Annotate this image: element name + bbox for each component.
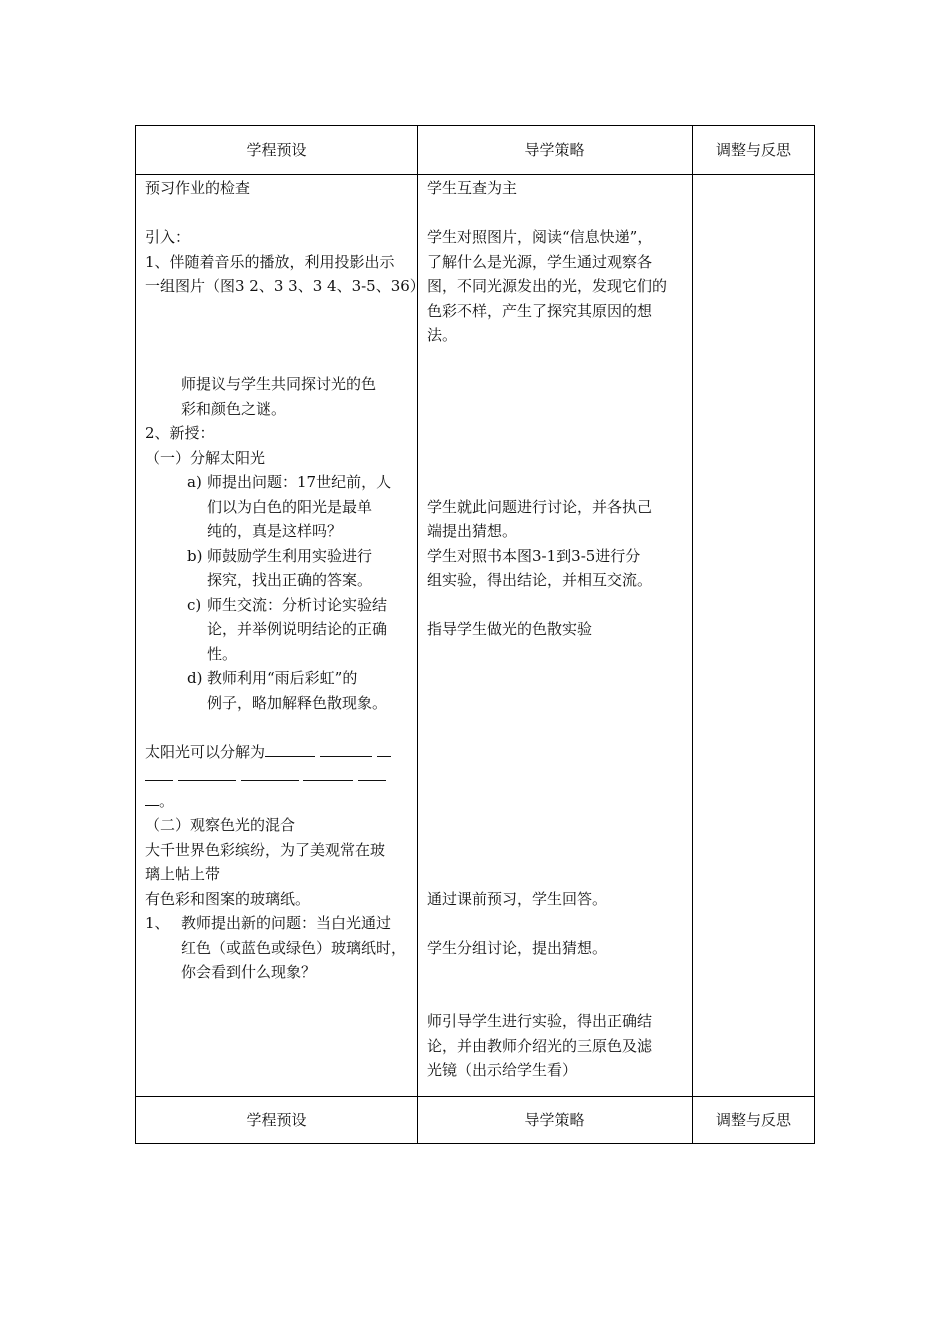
middle-line: 指导学生做光的色散实验 (427, 620, 593, 638)
left-line: 师提议与学生共同探讨光的色 (181, 375, 377, 393)
middle-line: 学生对照图片，阅读“信息快递”， (427, 228, 653, 246)
left-line: 2、新授： (145, 424, 215, 442)
blank-line (303, 764, 353, 781)
list-marker: a) (187, 473, 202, 491)
middle-line: 学生对照书本图3-1到3-5进行分 (427, 546, 641, 565)
list-text: 们以为白色的阳光是最单 (207, 497, 373, 516)
footer-col-3: 调整与反思 (715, 1111, 791, 1129)
left-line: （二）观察色光的混合 (145, 816, 296, 834)
list-item-b (145, 544, 413, 593)
middle-line: 法。 (427, 326, 458, 344)
list-marker: b) (187, 546, 203, 565)
blank-line (377, 740, 391, 757)
list-item-c (145, 593, 413, 667)
blank-line (320, 740, 372, 757)
left-line: 大千世界色彩缤纷，为了美观常在玻 (145, 840, 386, 859)
list-marker: 1、 (145, 914, 170, 932)
left-line: （一）分解太阳光 (145, 448, 266, 467)
footer-col-1: 学程预设 (246, 1111, 307, 1129)
blank-line (178, 764, 236, 781)
header-col-2: 导学策略 (524, 141, 585, 159)
list-text: 师鼓励学生利用实验进行 (207, 546, 373, 565)
middle-line: 组实验，得出结论，并相互交流。 (427, 571, 653, 589)
middle-line: 学生分组讨论，提出猜想。 (427, 938, 608, 957)
header-divider-top (136, 174, 814, 175)
left-line: 璃上帖上带 (145, 865, 221, 883)
list-text: 论，并举例说明结论的正确 (207, 620, 388, 638)
left-line: 一组图片（图3 2、3 3、3 4、3-5、36） (145, 277, 425, 295)
list-text: 师提出问题：17世纪前，人 (207, 473, 392, 491)
middle-line: 学生互查为主 (427, 179, 518, 197)
list-item-d (145, 666, 413, 715)
column-divider-2 (692, 126, 693, 1143)
list-text: 性。 (207, 644, 238, 663)
list-marker: c) (187, 595, 202, 614)
middle-line: 端提出猜想。 (427, 522, 518, 540)
fill-blank-line-1 (145, 740, 413, 765)
blank-line (145, 789, 159, 806)
middle-line: 论，并由教师介绍光的三原色及滤 (427, 1036, 653, 1055)
fill-blank-line-2 (145, 764, 413, 789)
middle-line: 色彩不样，产生了探究其原因的想 (427, 301, 653, 320)
middle-line: 通过课前预习，学生回答。 (427, 889, 608, 908)
list-item-question (145, 911, 413, 985)
middle-line: 光镜（出示给学生看） (427, 1061, 578, 1079)
blank-line (145, 764, 173, 781)
fill-blank-text: 太阳光可以分解为 (145, 742, 266, 761)
middle-line: 学生就此问题进行讨论，并各执己 (427, 497, 653, 516)
fill-blank-end: 。 (159, 791, 175, 810)
list-text: 师生交流：分析讨论实验结 (207, 595, 388, 614)
middle-line: 图，不同光源发出的光，发现它们的 (427, 277, 668, 295)
left-line: 有色彩和图案的玻璃纸。 (145, 889, 311, 908)
middle-column-content (427, 176, 687, 1083)
fill-blank-line-3 (145, 789, 413, 814)
lesson-table (135, 125, 815, 1144)
middle-line: 了解什么是光源，学生通过观察各 (427, 252, 653, 271)
list-text: 红色（或蓝色或绿色）玻璃纸时， (181, 938, 407, 957)
header-col-3: 调整与反思 (715, 141, 791, 159)
list-text: 你会看到什么现象？ (181, 963, 317, 981)
list-text: 例子，略加解释色散现象。 (207, 693, 388, 712)
list-text: 纯的，真是这样吗？ (207, 522, 343, 540)
left-line: 1、伴随着音乐的播放，利用投影出示 (145, 252, 395, 271)
blank-line (265, 740, 315, 757)
left-line: 彩和颜色之谜。 (181, 399, 287, 418)
left-line: 引入： (145, 228, 191, 246)
middle-line: 师引导学生进行实验，得出正确结 (427, 1012, 653, 1030)
header-col-1: 学程预设 (246, 141, 307, 159)
list-text: 探究，找出正确的答案。 (207, 571, 373, 589)
list-item-a (145, 470, 413, 544)
list-text: 教师利用“雨后彩虹”的 (207, 669, 358, 687)
blank-line (241, 764, 299, 781)
list-text: 教师提出新的问题：当白光通过 (181, 914, 392, 932)
left-column-content (145, 176, 425, 985)
blank-line (358, 764, 386, 781)
list-marker: d) (187, 669, 203, 687)
footer-col-2: 导学策略 (524, 1111, 585, 1129)
left-line: 预习作业的检查 (145, 179, 251, 197)
